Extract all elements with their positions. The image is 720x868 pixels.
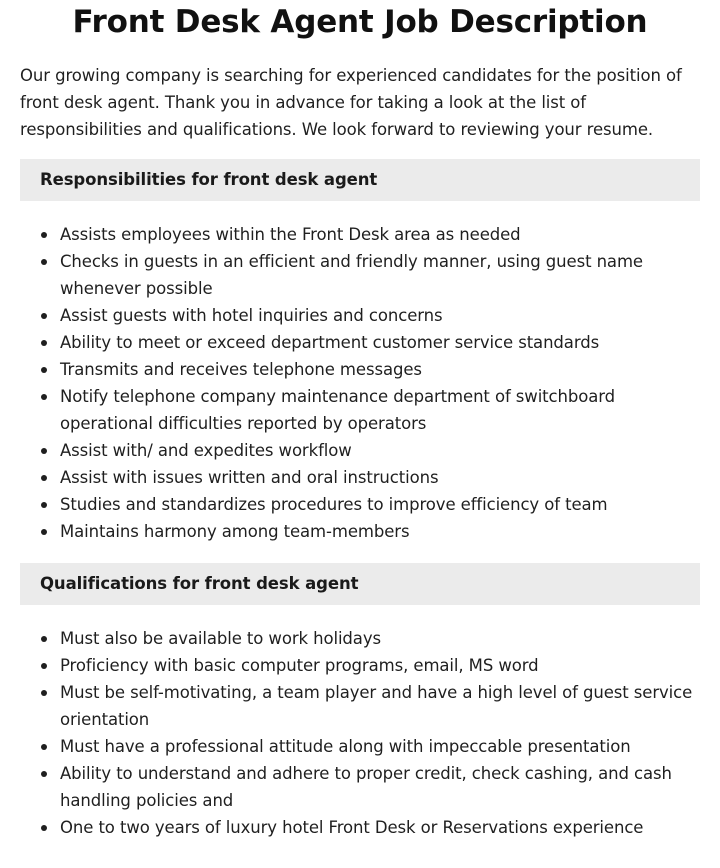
qualifications-heading: Qualifications for front desk agent [20, 563, 700, 605]
list-item-text: One to two years of luxury hotel Front Desk or Reservations experience [60, 818, 644, 837]
list-item [20, 464, 700, 491]
bullet-icon [41, 744, 47, 750]
list-item-text: Assist with/ and expedites workflow [60, 441, 352, 460]
list-item-text: Maintains harmony among team-members [60, 522, 410, 541]
bullet-icon [41, 663, 47, 669]
bullet-icon [41, 259, 47, 265]
list-item-text: Must be self-motivating, a team player and have a high level of guest service orientation [60, 683, 693, 729]
list-item-text: Assists employees within the Front Desk area as needed [60, 225, 521, 244]
list-item-text: Assist with issues written and oral instructions [60, 468, 439, 487]
list-item-text: Must also be available to work holidays [60, 629, 381, 648]
list-item [20, 814, 700, 841]
list-item [20, 383, 700, 437]
bullet-icon [41, 529, 47, 535]
list-item-text: Assist guests with hotel inquiries and concerns [60, 306, 443, 325]
bullet-icon [41, 313, 47, 319]
bullet-icon [41, 448, 47, 454]
list-item [20, 733, 700, 760]
bullet-icon [41, 394, 47, 400]
list-item [20, 248, 700, 302]
list-item-text: Studies and standardizes procedures to improve efficiency of team [60, 495, 608, 514]
list-item-text: Checks in guests in an efficient and friendly manner, using guest name whenever possible [60, 252, 643, 298]
list-item [20, 491, 700, 518]
bullet-icon [41, 475, 47, 481]
list-item-text: Transmits and receives telephone messages [60, 360, 422, 379]
list-item-text: Ability to understand and adhere to proper credit, check cashing, and cash handling policies and [60, 764, 672, 810]
list-item-text: Must have a professional attitude along with impeccable presentation [60, 737, 631, 756]
bullet-icon [41, 636, 47, 642]
qualifications-list [20, 625, 700, 841]
bullet-icon [41, 340, 47, 346]
list-item [20, 518, 700, 545]
bullet-icon [41, 825, 47, 831]
list-item [20, 329, 700, 356]
list-item-text: Proficiency with basic computer programs, email, MS word [60, 656, 539, 675]
page-title: Front Desk Agent Job Description [72, 4, 648, 40]
bullet-icon [41, 771, 47, 777]
responsibilities-heading: Responsibilities for front desk agent [20, 159, 700, 201]
list-item [20, 302, 700, 329]
responsibilities-list [20, 221, 700, 545]
bullet-icon [41, 367, 47, 373]
list-item [20, 625, 700, 652]
list-item [20, 760, 700, 814]
list-item [20, 356, 700, 383]
intro-paragraph: Our growing company is searching for experienced candidates for the position of front desk agent. Thank you in advance for taking a look at the list of responsibilities and qualifications. We look forward to reviewing your resume. [20, 66, 682, 139]
bullet-icon [41, 232, 47, 238]
list-item [20, 437, 700, 464]
list-item-text: Ability to meet or exceed department customer service standards [60, 333, 600, 352]
bullet-icon [41, 502, 47, 508]
list-item [20, 679, 700, 733]
list-item-text: Notify telephone company maintenance department of switchboard operational difficulties reported by operators [60, 387, 616, 433]
bullet-icon [41, 690, 47, 696]
list-item [20, 652, 700, 679]
list-item [20, 221, 700, 248]
